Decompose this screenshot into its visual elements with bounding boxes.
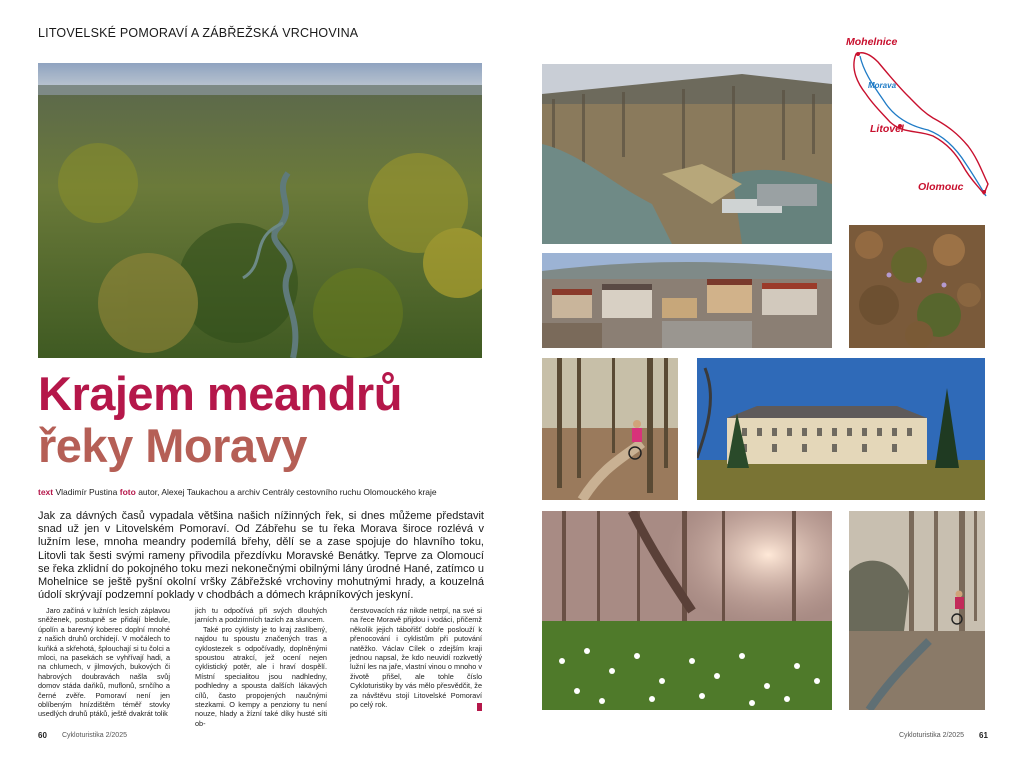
map-label-bottom: Olomouc (918, 181, 964, 193)
forest-floor-photo (849, 225, 985, 348)
snowdrops-image (542, 511, 832, 710)
body-paragraph: jich tu odpočívá při svých dlouhých jarních a podzimních tazích za sluncem. (195, 606, 327, 625)
town-aerial-photo (542, 253, 832, 348)
article-credits (38, 487, 437, 497)
page-number-right: 61 (979, 731, 988, 740)
body-column-1 (38, 606, 170, 719)
article-title-line1: Krajem meandrů (38, 367, 402, 420)
body-column-3 (350, 606, 482, 709)
page-number-left: 60 (38, 731, 47, 740)
magazine-issue-left: Cykloturistika 2/2025 (62, 732, 127, 739)
route-map (838, 34, 993, 202)
map-label-top: Mohelnice (846, 36, 898, 48)
article-title-line2: řeky Moravy (38, 419, 307, 472)
body-paragraph: Také pro cyklisty je to kraj zaslíbený, najdou tu spoustu značených tras a cyklostezek s odpočívadly, doplněnými spoustou atrakcí, jež ocení nejen cyklistický potěr, ale i hraví dospělí. Místní specialitou jsou nadhledny, podhledny a spousta dalších lákavých cílů, často propojených naučnými stezkami. O kempy a penziony tu není nouze, hlady a žízní také díky husté síti ob- (195, 624, 327, 728)
map-label-river: Morava (868, 81, 897, 90)
aerial-forest-photo (38, 63, 482, 358)
body-paragraph: čerstvovacích ráz nikde netrpí, na své si na řece Moravě přijdou i vodáci, přičemž několik jejich tábořišť dobře poslouží k přenocování i cyklistům při putování natěžko. Václav Cílek o zdejším kraji jednou napsal, že kdo neuvidí rozkvetlý lužní les na jaře, vlastní vinou o mnoho v životě přišel, ale tohle číslo Cykloturistiky by vás mělo přesvědčit, že za návštěvu stojí Litovelské Pomoraví po celý rok. (350, 606, 482, 710)
town-aerial-image (542, 253, 832, 348)
credits-photo-label: foto (119, 487, 136, 497)
body-paragraph: Jaro začíná v lužních lesích záplavou sněženek, postupně se přidají bledule, úpolín a barevný koberec doplní mnohé z našich druhů orchidejí. V močálech to kuňká a skřehotá, šplouchají si tu čolci a mloci, na pasekách se vyhřívají hadi, a na chlumech, v jilmových, bukových či habrových doubravách našla svůj domov stáda daňků, muflonů, srnčího a černé zvěře. Pomoraví není jen oblíbeným hnízdištěm téměř stovky usedlých druhů ptáků, ještě dvakrát tolik (38, 606, 170, 719)
chateau-photo (697, 358, 985, 500)
cyclist-rock-photo (849, 511, 985, 710)
magazine-issue-right: Cykloturistika 2/2025 (899, 732, 964, 739)
end-mark (477, 703, 482, 711)
map-label-middle: Litovel (870, 123, 904, 135)
credits-text-label: text (38, 487, 54, 497)
cyclist-woods-image (542, 358, 678, 500)
river-weir-image (542, 64, 832, 244)
river-weir-photo (542, 64, 832, 244)
credits-photographers: autor, Alexej Taukachou a archiv Centrály cestovního ruchu Olomouckého kraje (138, 487, 437, 497)
map-outline (838, 34, 993, 202)
article-lead: Jak za dávných časů vypadala většina našich nížinných řek, si dnes můžeme představit snad už jen v Litovelském Pomoraví. Od Zábřehu se tu řeka Morava široce rozlévá v lužním lese, mnoha meandry podemílá břehy, dělí se a zase spojuje do hlavního toku, Litovli tak šesti svými rameny přivodila přezdívku Moravské Benátky. Teprve za Olomoucí se řeka zklidní do pokojného toku mezi nekonečnými obilnými lány úrodné Hané, zatímco u Mohelnice se ještě pyšní okolní vršky Zábřežské vrchoviny mohutnými hrady, a kouzelná údolí skrývají podzemní poklady v chodbách a dómech krápníkových jeskyní. (38, 510, 484, 602)
credits-author: Vladimír Pustina (55, 487, 118, 497)
forest-floor-image (849, 225, 985, 348)
snowdrops-photo (542, 511, 832, 710)
aerial-forest-image (38, 63, 482, 358)
section-title: LITOVELSKÉ POMORAVÍ A ZÁBŘEŽSKÁ VRCHOVINA (38, 26, 359, 40)
cyclist-rock-image (849, 511, 985, 710)
body-column-2 (195, 606, 327, 728)
cyclist-woods-photo (542, 358, 678, 500)
chateau-image (697, 358, 985, 500)
